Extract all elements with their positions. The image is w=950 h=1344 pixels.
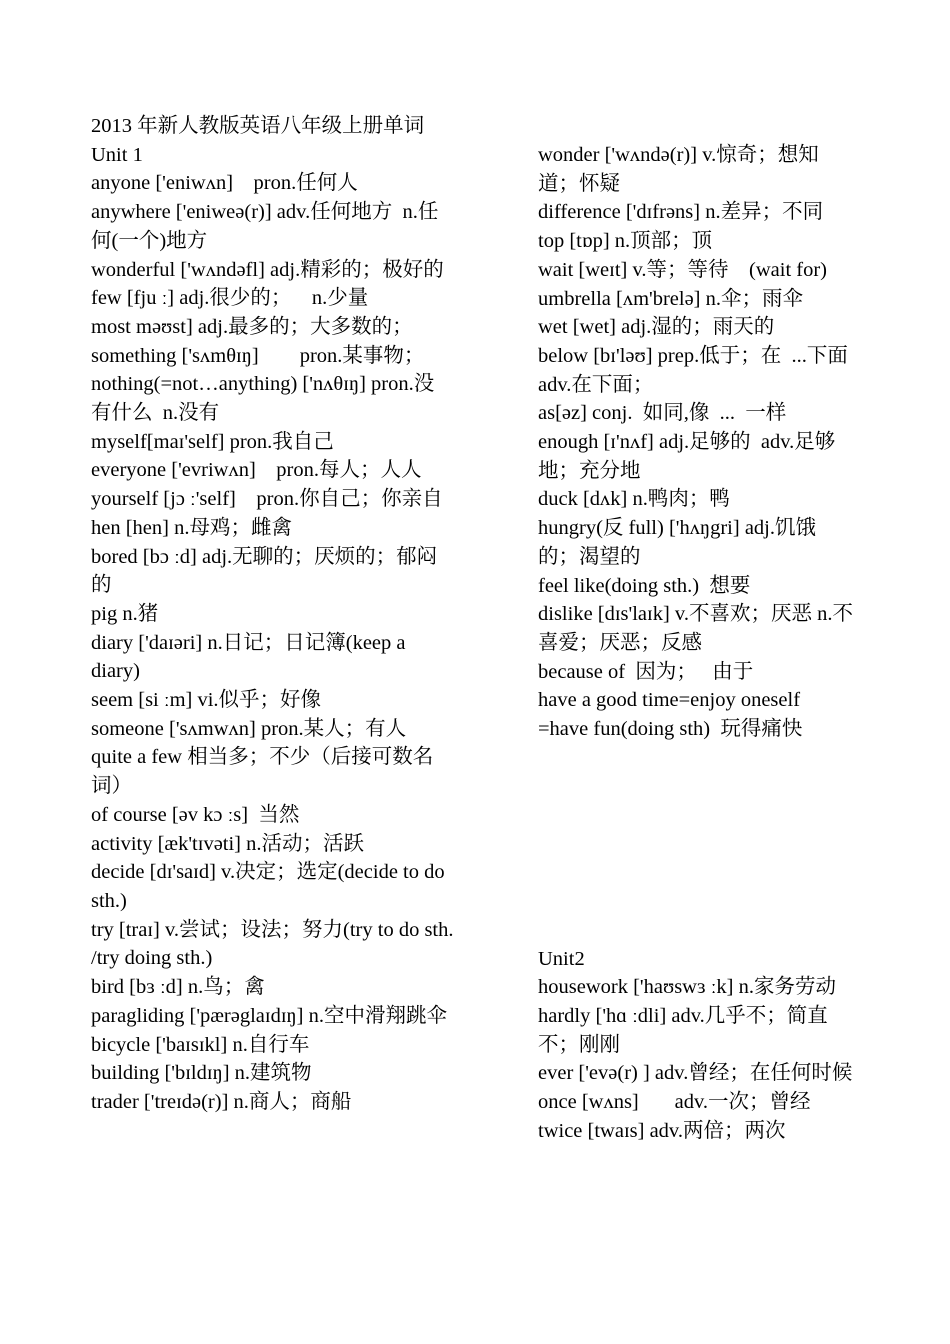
vocab-entry: below [bɪ'ləʊ] prep.低于；在 ...下面 adv.在下面； (538, 344, 859, 396)
vocab-entry: decide [dɪ'saɪd] v.决定；选定(decide to do sth.) (91, 861, 450, 912)
vocab-entry: trader ['treɪdə(r)] n.商人；商船 (91, 1090, 352, 1113)
vocab-entry: feel like(doing sth.) 想要 (538, 574, 751, 597)
vocab-entry: building ['bɪldɪŋ] n.建筑物 (91, 1062, 312, 1085)
unit1-continued (538, 141, 859, 744)
vocab-entry: housework ['haʊswɜ ːk] n.家务劳动 (538, 976, 836, 999)
vocab-entry: diary ['daɪəri] n.日记；日记簿(keep a diary) (91, 631, 411, 683)
vocab-entry: hungry(反 full) ['hʌŋgri] adj.饥饿的；渴望的 (538, 517, 817, 568)
vocab-entry: enough [ɪ'nʌf] adj.足够的 adv.足够地；充分地 (538, 431, 836, 482)
vocab-entry: of course [əv kɔ ːs] 当然 (91, 803, 300, 826)
vocab-entry: hardly ['hɑ ːdli] adv.几乎不；简直不；刚刚 (538, 1004, 828, 1056)
blank-line (538, 916, 853, 945)
vocab-entry: umbrella [ʌm'brelə] n.伞；雨伞 (538, 287, 803, 310)
vocab-entry: wait [weɪt] v.等；等待 (wait for) (538, 258, 828, 281)
blank-line (538, 830, 853, 859)
blank-line (538, 801, 853, 830)
vocab-entry: as[əz] conj. 如同,像 ... 一样 (538, 402, 787, 425)
vocab-entry: wonderful ['wʌndəfl] adj.精彩的；极好的 (91, 258, 444, 281)
vocab-entry: because of 因为； 由于 (538, 660, 754, 683)
left-column (91, 112, 459, 1117)
vocab-entry: everyone ['evriwʌn] pron.每人；人人 (91, 459, 422, 482)
vocab-entry: bird [bɜ ːd] n.鸟；禽 (91, 976, 265, 999)
blank-line (538, 772, 853, 801)
vocab-entry: bored [bɔ ːd] adj.无聊的；厌烦的；郁闷的 (91, 545, 438, 597)
unit2-section (538, 945, 853, 1146)
blank-line (538, 744, 853, 773)
vocab-entry: try [traɪ] v.尝试；设法；努力(try to do sth. /try doing sth.) (91, 918, 459, 970)
vocab-entry: top [tɒp] n.顶部；顶 (538, 230, 713, 253)
document-title: 2013 年新人教版英语八年级上册单词 (91, 115, 425, 137)
unit-heading: Unit2 (538, 947, 585, 970)
vocab-entry: anyone ['eniwʌn] pron.任何人 (91, 172, 358, 195)
vocab-entry: twice [twaɪs] adv.两倍；两次 (538, 1119, 786, 1142)
vocab-entry: nothing(=not…anything) ['nʌθɪŋ] pron.没有什么 n.没有 (91, 373, 435, 425)
vocab-entry: duck [dʌk] n.鸭肉；鸭 (538, 488, 730, 511)
vocab-entry: few [fju ː] adj.很少的； n.少量 (91, 287, 369, 310)
vocab-entry: have a good time=enjoy oneself (538, 689, 801, 712)
vocab-entry: someone ['sʌmwʌn] pron.某人；有人 (91, 717, 407, 740)
vocab-entry: wet [wet] adj.湿的；雨天的 (538, 316, 775, 339)
vocab-entry: something ['sʌmθɪŋ] pron.某事物； (91, 344, 425, 367)
vocab-entry: =have fun(doing sth) 玩得痛快 (538, 718, 803, 741)
vocab-entry: myself[maɪ'self] pron.我自己 (91, 430, 334, 453)
vocab-entry: dislike [dɪs'laɪk] v.不喜欢；厌恶 n.不喜爱；厌恶；反感 (538, 603, 853, 654)
vocab-entry: paragliding ['pærəglaɪdɪŋ] n.空中滑翔跳伞 (91, 1004, 448, 1027)
vocab-entry: activity [æk'tɪvəti] n.活动；活跃 (91, 832, 365, 855)
vocab-entry: yourself [jɔ ː'self] pron.你自己；你亲自 (91, 488, 443, 511)
vocab-entry: bicycle ['baɪsɪkl] n.自行车 (91, 1033, 310, 1056)
vocab-entry: most məʊst] adj.最多的；大多数的； (91, 315, 413, 338)
vocab-entry: once [wʌns] adv.一次；曾经 (538, 1091, 811, 1114)
unit-heading: Unit 1 (91, 143, 143, 166)
vocab-entry: seem [si ːm] vi.似乎；好像 (91, 689, 322, 712)
right-column (538, 141, 859, 1146)
vocab-entry: pig n.猪 (91, 602, 159, 625)
vocab-entry: difference ['dɪfrəns] n.差异；不同 (538, 201, 824, 224)
blank-line (538, 887, 853, 916)
vocab-entry: ever ['evə(r) ] adv.曾经；在任何时候 (538, 1062, 853, 1085)
vocab-entry: anywhere ['eniweə(r)] adv.任何地方 n.任何(一个)地方 (91, 201, 439, 252)
vocab-entry: quite a few 相当多；不少（后接可数名词） (91, 746, 434, 798)
blank-line (538, 859, 853, 888)
vocab-entry: wonder ['wʌndə(r)] v.惊奇；想知道；怀疑 (538, 144, 819, 195)
vocab-entry: hen [hen] n.母鸡；雌禽 (91, 516, 292, 539)
